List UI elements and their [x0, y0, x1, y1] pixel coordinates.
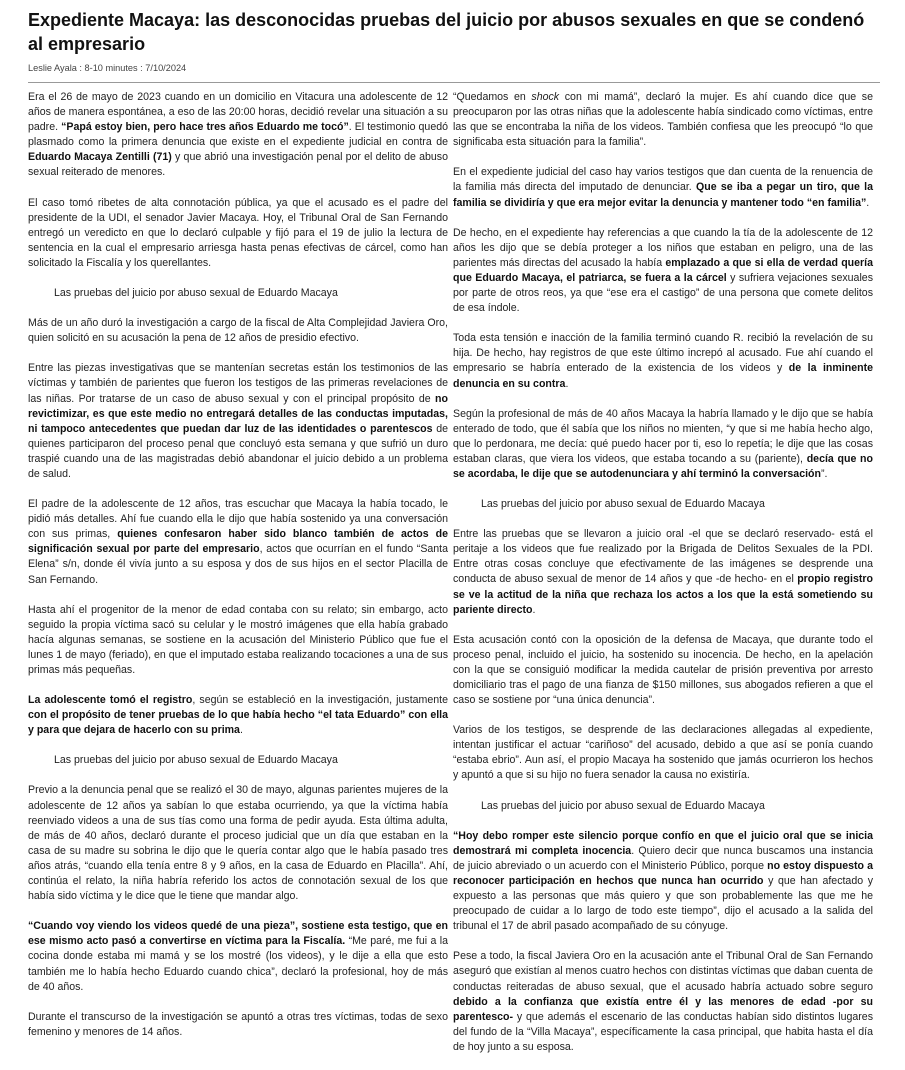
article-paragraph	[453, 723, 873, 783]
bold-text: propio registro se ve la actitud de la niña que rechaza los actos a los que la está sometiendo su pariente directo	[453, 573, 873, 616]
bold-text: debido a la confianza que existía entre él y las menores de edad -por su parentesco-	[453, 995, 873, 1023]
bold-text: La adolescente tomó el registro	[28, 694, 193, 707]
text: .	[565, 377, 569, 390]
text: “Quedamos en	[453, 91, 532, 103]
text: y que abrió una investigación penal por el delito de abuso sexual reiterado de menores.	[28, 151, 448, 179]
text: Las pruebas del juicio por abuso sexual de Eduardo Macaya	[54, 287, 338, 300]
text: Las pruebas del juicio por abuso sexual de Eduardo Macaya	[481, 498, 765, 511]
text: El padre de la adolescente de 12 años, tras escuchar que Macaya la había tocado, le pidió más detalles. Ahí fue cuando ella le dijo que había sostenido ya una conversación con sus primas,	[28, 498, 448, 541]
text: .	[866, 196, 870, 209]
article-paragraph	[453, 949, 873, 1055]
article-paragraph	[453, 331, 873, 391]
text: . El testimonio quedó plasmado como la primera denuncia que existe en el expediente judicial en contra de	[28, 121, 449, 149]
section-subheading	[453, 799, 873, 814]
article-title: Expediente Macaya: las desconocidas pruebas del juicio por abusos sexuales en que se condenó al empresario	[28, 10, 865, 54]
text: Durante el transcurso de la investigación se apuntó a otras tres víctimas, todas de sexo femenino y menores de 14 años.	[28, 1010, 448, 1038]
article-paragraph	[28, 919, 448, 994]
text: de quienes participaron del proceso penal que concluyó esta semana y que sufrió un duro traspié cuando una de las magistradas debió abandonar el juicio debido a un problema de salud.	[28, 422, 448, 480]
text: En el expediente judicial del caso hay varios testigos que dan cuenta de la renuencia de la familia más directa del imputado de denunciar.	[453, 166, 873, 194]
text: Esta acusación contó con la oposición de la defensa de Macaya, que durante todo el proceso penal, incluido el juicio, ha sostenido su inocencia. De hecho, en la apelación con la que se consiguió modificar la medida cautelar de prisión preventiva por arresto domiciliario tras el pago de una fianza de $150 millones, sus abogados refieren a que el caso se sostiene por “una única denuncia”.	[453, 633, 873, 707]
bold-text: con el propósito de tener pruebas de lo que había hecho “el tata Eduardo” con ella y para que dejara de hacerlo con su prima	[28, 709, 448, 737]
bold-text: “Hoy debo romper este silencio porque confío en que el juicio oral que se inicia demostrará mi completa inocencia	[453, 829, 873, 857]
article-paragraph	[28, 783, 448, 904]
article-paragraph	[28, 90, 448, 181]
bold-text: emplazado a que si ella de verdad quería que Eduardo Macaya, el patriarca, se fuera a la cárcel	[453, 256, 873, 284]
text: El caso tomó ribetes de alta connotación pública, ya que el acusado es el padre del presidente de la UDI, el senador Javier Macaya. Hoy, el Tribunal Oral de San Fernando entregó un veredicto en que lo declaró culpable y fijó para el 19 de julio la lectura de sentencia en la cual el empresario arriesga hasta penas efectivas de cárcel, como han solicitado la Fiscalía y los querellantes.	[28, 196, 448, 269]
bold-text: de la inminente denuncia en su contra	[453, 362, 874, 390]
article-paragraph	[453, 165, 873, 210]
text: Toda esta tensión e inacción de la familia terminó cuando R. recibió la revelación de su hija. De hecho, hay registros de que este último increpó al acusado. Fue ahí cuando el empresario se habría enterado de la existencia de los videos y	[453, 332, 873, 375]
bold-text: decía que no se acordaba, le dije que se autodenunciara y ahí terminó la conversación	[453, 452, 873, 480]
text: Varios de los testigos, se desprende de las declaraciones allegadas al expediente, intentan justificar el actuar “cariñoso” del acusado, debido a que así se ponía cuando “estaba ebrio”. Aun así, el propio Macaya ha sostenido que jamás ocurrieron los hechos y apuntó a que si su hijo no fuera senador la causa no existiría.	[453, 724, 873, 782]
bold-text: Eduardo Macaya Zentilli (71)	[28, 151, 172, 164]
text: Las pruebas del juicio por abuso sexual de Eduardo Macaya	[54, 754, 338, 767]
text: y sufriera vejaciones sexuales por parte de otros reos, ya que “ese era el castigo” de una persona que comete delitos de esa índole.	[453, 271, 873, 315]
text: Entre las piezas investigativas que se mantenían secretas están los testimonios de las víctimas y también de parientes que fueron los testigos de las primeras revelaciones de las niñas. Por tratarse de un caso de abuso sexual y con el principal propósito de	[28, 362, 448, 405]
right-column	[453, 90, 873, 1070]
article-paragraph	[28, 603, 448, 678]
section-subheading	[28, 753, 448, 768]
text: Era el 26 de mayo de 2023 cuando en un domicilio en Vitacura una adolescente de 12 años de manera espontánea, a eso de las 20:00 horas, decidió revelar una situación a su padre.	[28, 91, 448, 134]
article-paragraph	[28, 693, 448, 738]
text: .	[239, 724, 243, 737]
text: ”.	[820, 467, 828, 480]
article-paragraph	[453, 527, 873, 618]
text: Pese a todo, la fiscal Javiera Oro en la acusación ante el Tribunal Oral de San Fernando aseguró que existían al menos cuatro hechos con distintas víctimas que daban cuenta de conductas reiteradas de abuso sexual, que el acusado habría actuado sobre seguro	[453, 950, 873, 993]
article-paragraph	[28, 316, 448, 346]
article-paragraph	[453, 829, 873, 935]
text: Previo a la denuncia penal que se realizó el 30 de mayo, algunas parientes mujeres de la adolescente de 12 años ya sabían lo que estaba ocurriendo, ya que la víctima había reenviado videos a una de sus tías como una forma de pedir ayuda. Esta última adulta, de más de 40 años, declaró durante el proceso judicial que un día que estaban en la casa de su madre su sobrina le dijo que le quería contar algo que le había pasado tres años atrás, “cuando ella tenía entre 8 y 9 años, en la casa de Eduardo en Placilla”. Ahí, continúa el relato, la niña habría referido los actos de connotación sexual de los que había sido víctima y le dice que le tiene que mandar algo.	[28, 784, 448, 903]
text: Las pruebas del juicio por abuso sexual de Eduardo Macaya	[481, 799, 765, 812]
article-paragraph	[28, 497, 448, 588]
left-column	[28, 90, 448, 1055]
text: , según se estableció en la investigación, justamente	[192, 694, 448, 707]
bold-text: “Cuando voy viendo los videos quedé de una pieza”, sostiene esta testigo, que en ese mismo acto pasó a convertirse en víctima para la Fiscalía.	[28, 920, 448, 948]
text: Según la profesional de más de 40 años Macaya la habría llamado y le dijo que se había enterado de todo, que él sabía que los niños no mienten, “y que si me había hecho algo, que lo perdonara, me decía: qué puedo hacer por ti, eso lo repetía; le dije que las cosas estaban claras, que viera los videos, que estaba tocando a su (pariente),	[453, 407, 873, 465]
bold-text: no estoy dispuesto a reconocer participación en hechos que nunca han ocurrido	[453, 859, 873, 887]
text: y que además el escenario de las conductas habían sido distintos lugares del fundo de la “Villa Macaya”, específicamente la casa principal, que habita hasta el día de hoy junto a su esposa.	[453, 1010, 873, 1053]
article-meta: Leslie Ayala : 8-10 minutes : 7/10/2024	[28, 63, 187, 73]
bold-text: no revictimizar, es que este medio no entregará detalles de las conductas imputadas, ni tampoco antecedentes que puedan dar luz de las identidades o parentescos	[28, 392, 448, 435]
article-paragraph	[453, 90, 873, 150]
article-paragraph	[453, 633, 873, 708]
section-subheading	[453, 497, 873, 512]
article-paragraph	[28, 361, 448, 482]
bold-text: quienes confesaron haber sido blanco también de actos de significación sexual por parte del empresario	[28, 528, 448, 556]
article-paragraph	[453, 407, 873, 482]
article-paragraph	[28, 1010, 448, 1040]
text: De hecho, en el expediente hay referencias a que cuando la tía de la adolescente de 12 años les dijo que se debía proteger a los niños que estaban en peligro, una de las parientes más directas del acusado la había	[453, 226, 873, 269]
text: , actos que ocurrían en el fundo “Santa Elena” s/n, donde él vivía junto a su esposa y dos de sus hijos en el sector Placilla de San Fernando.	[28, 543, 448, 586]
text: .	[532, 603, 536, 616]
text: con mi mamá”, declaró la mujer. Es ahí cuando dice que se preocuparon por las otras niñas que la adolescente había sindicado como víctimas, entre las que se encontraba la niña de los videos. También confiesa que les preocupó “lo que significaba esta situación para la familia”.	[453, 91, 873, 149]
article-paragraph	[28, 196, 448, 271]
text: Más de un año duró la investigación a cargo de la fiscal de Alta Complejidad Javiera Oro, quien solicitó en su acusación la pena de 12 años de presidio efectivo.	[28, 317, 448, 345]
header-divider	[28, 82, 880, 83]
text: “Me paré, me fui a la cocina donde estaba mi mamá y se los mostré (los videos), y le dije a ella que esto también me lo había hecho Eduardo cuando chica”, declaró la profesional, hoy de más de 40 años.	[28, 935, 448, 993]
text: Entre las pruebas que se llevaron a juicio oral -el que se declaró reservado- está el peritaje a los videos que fue realizado por la Brigada de Delitos Sexuales de la PDI. Entre otras cosas concluye que efectivamente de las imágenes se desprende una conducta de abuso sexual de menor de 14 años y que -de hecho- en el	[453, 528, 873, 586]
section-subheading	[28, 286, 448, 301]
text: y que han afectado y expuesto a las personas que más quiero y que son probablemente las que me he preocupado de cuidar a lo largo de todo este tiempo”, dijo el acusado a la salida del tribunal el 17 de abril pasado acompañado de su cónyuge.	[453, 874, 873, 933]
text: Hasta ahí el progenitor de la menor de edad contaba con su relato; sin embargo, acto seguido la propia víctima sacó su celular y le mostró imágenes que ella había grabado hacía algunas semanas, se sostiene en la acusación del Ministerio Público que fue el lunes 1 de mayo (feriado), en que el imputado estaba realizando tocaciones a una de sus primas más pequeñas.	[28, 603, 448, 676]
italic-text: shock	[531, 91, 560, 103]
bold-text: Que se iba a pegar un tiro, que la familia se dividiría y que era mejor evitar la denuncia y mantener todo “en familia”	[453, 181, 873, 209]
text: . Quiero decir que nunca buscamos una instancia de juicio abreviado o un acuerdo con el Ministerio Público, porque	[453, 844, 873, 872]
article-paragraph	[453, 226, 873, 317]
bold-text: “Papá estoy bien, pero hace tres años Eduardo me tocó”	[61, 121, 349, 134]
